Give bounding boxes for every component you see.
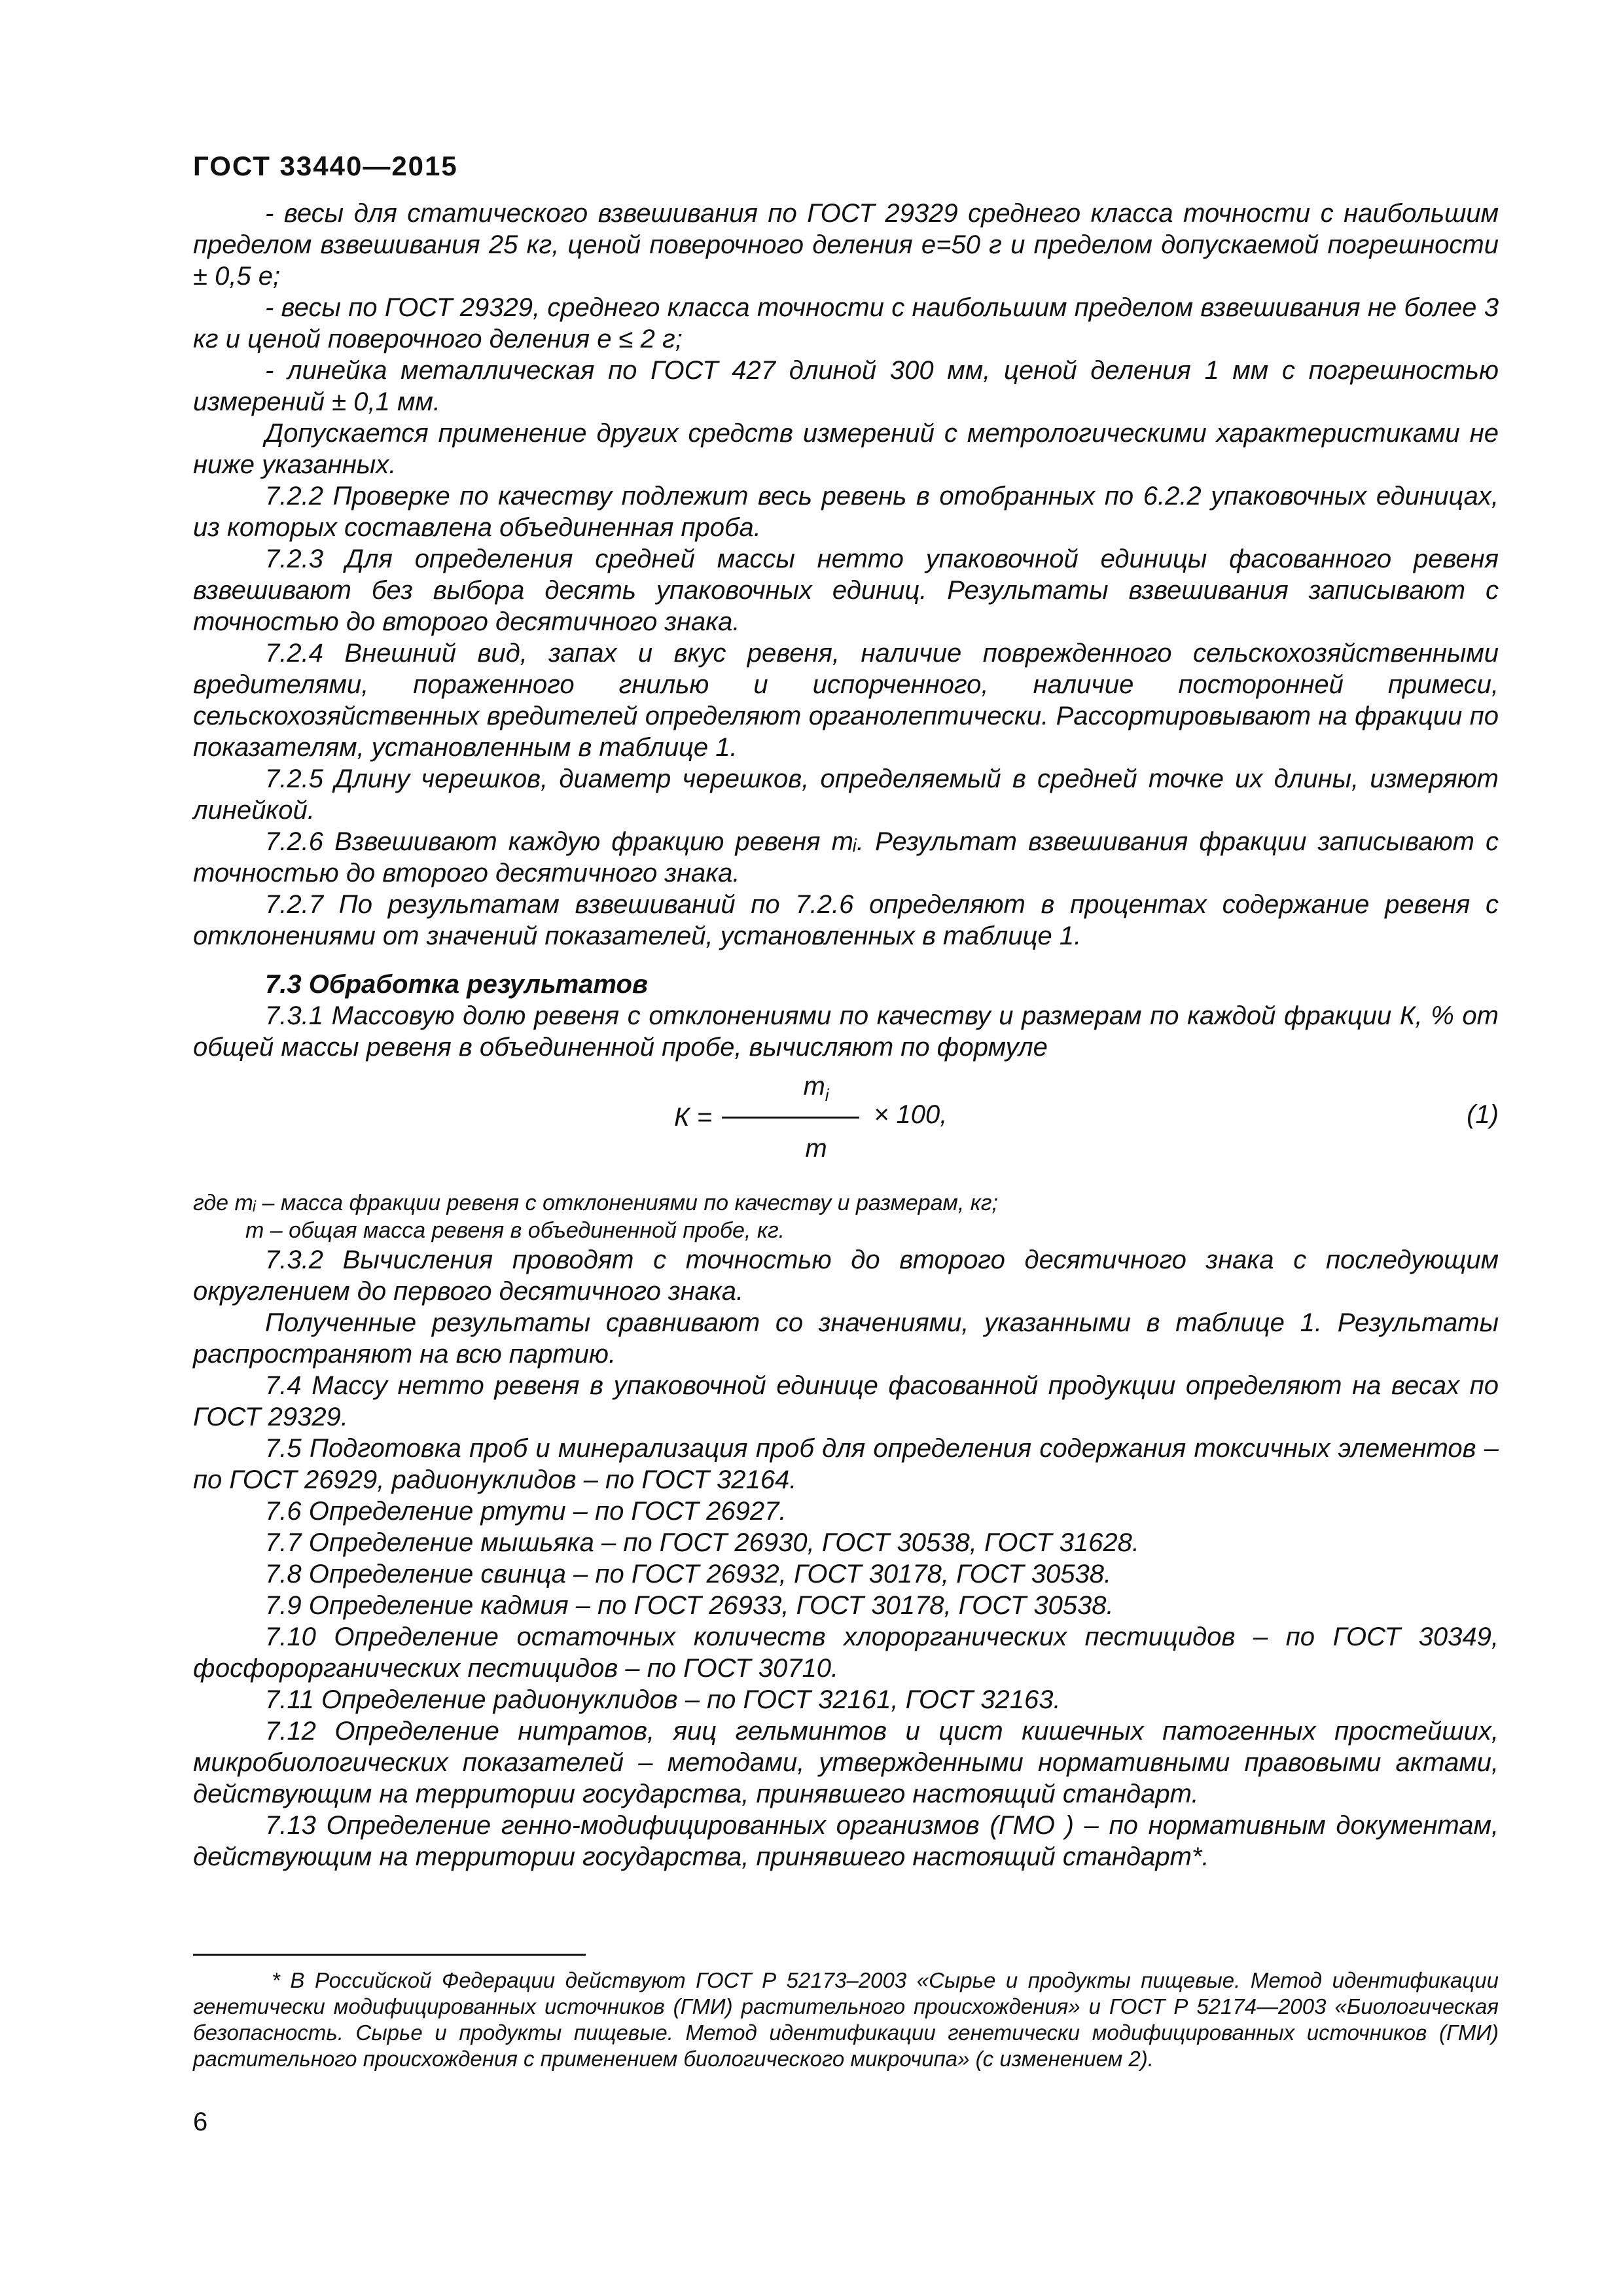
paragraph: 7.12 Определение нитратов, яиц гельминтов и цист кишечных патогенных простейших, микробиологических показателей – методами, утвержденными нормативными правовыми актами, действующим на территории государства, принявшего настоящий стандарт. xyxy=(193,1717,1499,1808)
formula-lhs: К = xyxy=(674,1103,713,1132)
document-body xyxy=(193,198,1499,1873)
paragraph: 7.2.4 Внешний вид, запах и вкус ревеня, наличие поврежденного сельскохозяйственными вредителями, пораженного гнилью и испорченного, наличие посторонней примеси, сельскохозяйственных вредителей определяют органолептически. Рассортировывают на фракции по показателям, установленным в таблице 1. xyxy=(193,639,1499,762)
formula-denominator: m xyxy=(805,1134,827,1163)
paragraph: 7.7 Определение мышьяка – по ГОСТ 26930, ГОСТ 30538, ГОСТ 31628. xyxy=(265,1528,1139,1557)
paragraph: 7.10 Определение остаточных количеств хлорорганических пестицидов – по ГОСТ 30349, фосфорорганических пестицидов – по ГОСТ 30710. xyxy=(193,1623,1499,1683)
paragraph-group-1 xyxy=(193,198,1499,1063)
paragraph: 7.2.6 Взвешивают каждую фракцию ревеня mᵢ. Результат взвешивания фракции записывают с точностью до второго десятичного знака. xyxy=(193,827,1499,888)
paragraph: 7.13 Определение генно-модифицированных организмов (ГМО ) – по нормативным документам, действующим на территории государства, принявшего настоящий стандарт*. xyxy=(193,1811,1499,1871)
paragraph: - линейка металлическая по ГОСТ 427 длиной 300 мм, ценой деления 1 мм с погрешностью измерений ± 0,1 мм. xyxy=(193,356,1499,416)
paragraph: Полученные результаты сравнивают со значениями, указанными в таблице 1. Результаты распространяют на всю партию. xyxy=(193,1308,1499,1369)
formula-numerator: $m_i$ xyxy=(803,1072,829,1105)
formula-where-line-1: где mᵢ – масса фракции ревеня с отклонениями по качеству и размерам, кг; xyxy=(193,1191,998,1215)
paragraph: - весы по ГОСТ 29329, среднего класса точности с наибольшим пределом взвешивания не более 3 кг и ценой поверочного деления е ≤ 2 г; xyxy=(193,293,1499,353)
page-number: 6 xyxy=(193,2108,208,2136)
paragraph: 7.11 Определение радионуклидов – по ГОСТ 32161, ГОСТ 32163. xyxy=(265,1685,1061,1714)
formula-1 xyxy=(193,1071,1499,1185)
section-heading: 7.3 Обработка результатов xyxy=(265,970,649,999)
document-header: ГОСТ 33440—2015 xyxy=(193,151,458,181)
fraction-bar xyxy=(722,1117,859,1119)
paragraph: 7.3.1 Массовую долю ревеня с отклонениями по качеству и размерам по каждой фракции К, % от общей массы ревеня в объединенной пробе, вычисляют по формуле xyxy=(193,1001,1499,1062)
paragraph: 7.3.2 Вычисления проводят с точностью до второго десятичного знака с последующим округлением до первого десятичного знака. xyxy=(193,1246,1499,1306)
formula-where-line-2: m – общая масса ревеня в объединенной пробе, кг. xyxy=(245,1218,785,1243)
paragraph: 7.5 Подготовка проб и минерализация проб для определения содержания токсичных элементов – по ГОСТ 26929, радионуклидов – по ГОСТ 32164. xyxy=(193,1434,1499,1494)
paragraph: 7.2.7 По результатам взвешиваний по 7.2.6 определяют в процентах содержание ревеня с отклонениями от значений показателей, установленных в таблице 1. xyxy=(193,890,1499,950)
paragraph: 7.2.3 Для определения средней массы нетто упаковочной единицы фасованного ревеня взвешивают без выбора десять упаковочных единиц. Результаты взвешивания записывают с точностью до второго десятичного знака. xyxy=(193,545,1499,636)
paragraph-group-2 xyxy=(193,1244,1499,1873)
paragraph: 7.6 Определение ртути – по ГОСТ 26927. xyxy=(265,1497,787,1526)
formula-multiplier: × 100, xyxy=(874,1100,948,1129)
paragraph: - весы для статического взвешивания по ГОСТ 29329 среднего класса точности с наибольшим пределом взвешивания 25 кг, ценой поверочного деления e=50 г и пределом допускаемой погрешности ± 0,5 е; xyxy=(193,199,1499,291)
paragraph: 7.2.5 Длину черешков, диаметр черешков, определяемый в средней точке их длины, измеряют линейкой. xyxy=(193,764,1499,825)
paragraph: 7.8 Определение свинца – по ГОСТ 26932, ГОСТ 30178, ГОСТ 30538. xyxy=(265,1560,1112,1588)
formula-number: (1) xyxy=(1467,1100,1499,1129)
footnote-separator xyxy=(193,1954,586,1956)
paragraph: Допускается применение других средств измерений с метрологическими характеристиками не ниже указанных. xyxy=(193,419,1499,479)
paragraph: 7.2.2 Проверке по качеству подлежит весь ревень в отобранных по 6.2.2 упаковочных единицах, из которых составлена объединенная проба. xyxy=(193,482,1499,542)
footnote: * В Российской Федерации действуют ГОСТ Р 52173–2003 «Сырье и продукты пищевые. Метод идентификации генетически модифицированных источников (ГМИ) растительного происхождения» и ГОСТ Р 52174—2003 «Биологическая безопасность. Сырье и продукты пищевые. Метод идентификации генетически модифицированных источников (ГМИ) растительного происхождения с применением биологического микрочипа» (с изменением 2). xyxy=(193,1968,1499,2071)
paragraph: 7.9 Определение кадмия – по ГОСТ 26933, ГОСТ 30178, ГОСТ 30538. xyxy=(265,1591,1114,1620)
paragraph: 7.4 Массу нетто ревеня в упаковочной единице фасованной продукции определяют на весах по ГОСТ 29329. xyxy=(193,1371,1499,1431)
